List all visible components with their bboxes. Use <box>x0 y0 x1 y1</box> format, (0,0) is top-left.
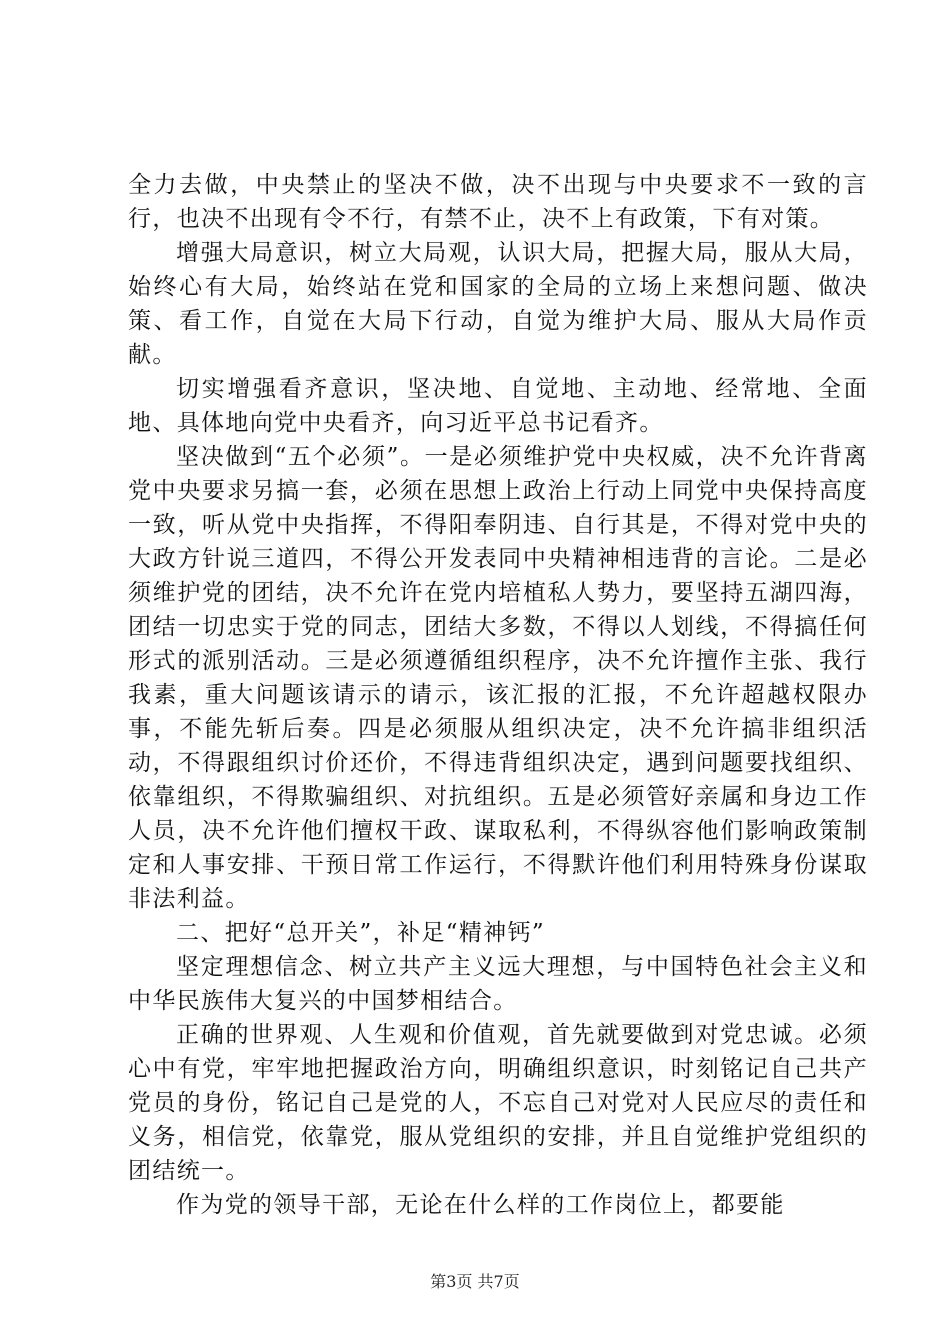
page-footer <box>0 1272 950 1292</box>
paragraph-continuation: 全力去做，中央禁止的坚决不做，决不出现与中央要求不一致的言行，也决不出现有令不行，有禁不止，决不上有政策，下有对策。 <box>128 172 868 232</box>
paragraph-leading-cadres: 作为党的领导干部，无论在什么样的工作岗位上，都要能 <box>176 1192 785 1218</box>
paragraph-loyalty: 正确的世界观、人生观和价值观，首先就要做到对党忠诚。必须心中有党，牢牢地把握政治方向，明确组织意识，时刻铭记自己共产党员的身份，铭记自己是党的人，不忘自己对党对人民应尽的责任和义务，相信党，依靠党，服从党组织的安排，并且自觉维护党组织的团结统一。 <box>128 1022 868 1184</box>
document-body <box>128 168 868 1222</box>
paragraph-ideals-beliefs: 坚定理想信念、树立共产主义远大理想，与中国特色社会主义和中华民族伟大复兴的中国梦相结合。 <box>128 954 868 1014</box>
page-number: 第3页 共7页 <box>430 1272 520 1291</box>
paragraph-five-musts: 坚决做到“五个必须”。一是必须维护党中央权威，决不允许背离党中央要求另搞一套，必须在思想上政治上行动上同党中央保持高度一致，听从党中央指挥，不得阳奉阴违、自行其是，不得对党中央的大政方针说三道四，不得公开发表同中央精神相违背的言论。二是必须维护党的团结，决不允许在党内培植私人势力，要坚持五湖四海，团结一切忠实于党的同志，团结大多数，不得以人划线，不得搞任何形式的派别活动。三是必须遵循组织程序，决不允许擅作主张、我行我素，重大问题该请示的请示，该汇报的汇报，不允许超越权限办事，不能先斩后奏。四是必须服从组织决定，决不允许搞非组织活动，不得跟组织讨价还价，不得违背组织决定，遇到问题要找组织、依靠组织，不得欺骗组织、对抗组织。五是必须管好亲属和身边工作人员，决不允许他们擅权干政、谋取私利，不得纵容他们影响政策制定和人事安排、干预日常工作运行，不得默许他们利用特殊身份谋取非法利益。 <box>128 444 868 912</box>
paragraph-alignment-awareness: 切实增强看齐意识，坚决地、自觉地、主动地、经常地、全面地、具体地向党中央看齐，向习近平总书记看齐。 <box>128 376 868 436</box>
paragraph-overall-awareness: 增强大局意识，树立大局观，认识大局，把握大局，服从大局，始终心有大局，始终站在党和国家的全局的立场上来想问题、做决策、看工作，自觉在大局下行动，自觉为维护大局、服从大局作贡献。 <box>128 240 868 368</box>
section-heading: 二、把好“总开关”，补足“精神钙” <box>176 920 545 946</box>
